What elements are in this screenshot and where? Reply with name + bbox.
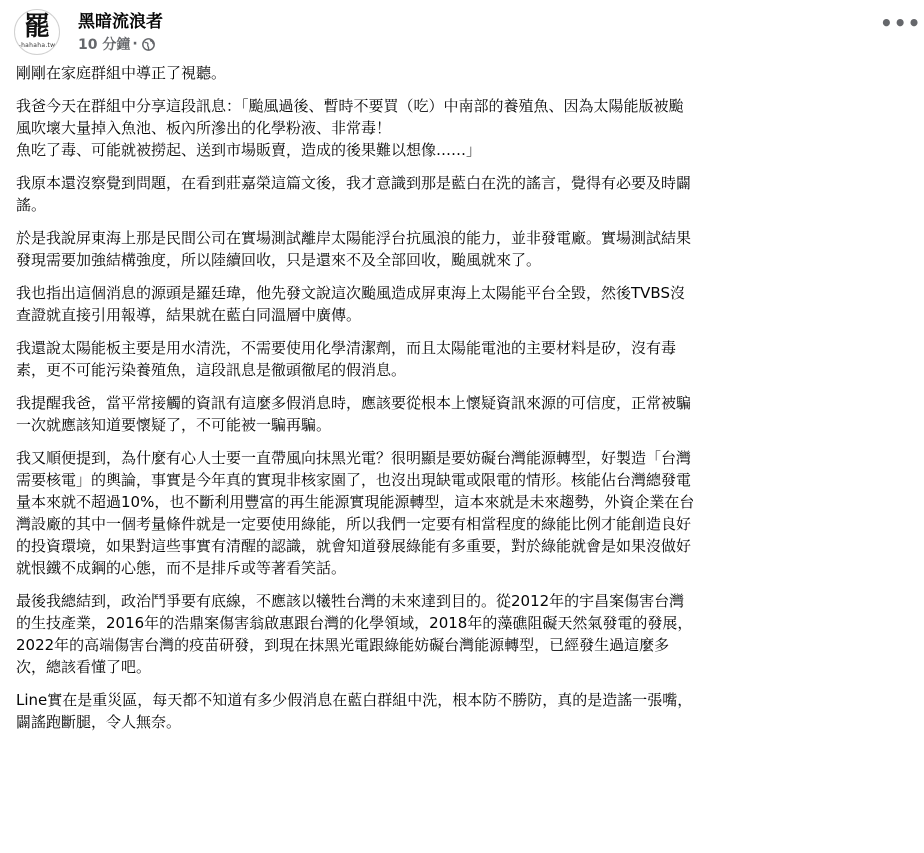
post-body bbox=[16, 62, 916, 744]
paragraph-line: 查證就直接引用報導，結果就在藍白同溫層中廣傳。 bbox=[16, 306, 362, 324]
paragraph-line: 灣設廠的其中一個考量條件就是一定要使用綠能，所以我們一定要有相當程度的綠能比例才能創造良好 bbox=[16, 515, 692, 533]
paragraph-line: 的生技產業，2016年的浩鼎案傷害翁啟惠跟台灣的化學領域，2018年的藻礁阻礙天然氣發電的發展， bbox=[16, 614, 693, 632]
paragraph-line: 需要核電」的輿論，事實是今年真的實現非核家園了，也沒出現缺電或限電的情形。核能佔台灣總發電 bbox=[16, 471, 692, 489]
post-paragraph bbox=[16, 447, 916, 579]
paragraph-line: 我提醒我爸，當平常接觸的資訊有這麼多假消息時，應該要從根本上懷疑資訊來源的可信度，正常被騙 bbox=[16, 394, 692, 412]
post-header bbox=[14, 4, 922, 60]
post-timestamp[interactable]: 10 分鐘 bbox=[78, 37, 131, 53]
paragraph-line: 一次就應該知道要懷疑了，不可能被一騙再騙。 bbox=[16, 416, 332, 434]
avatar[interactable] bbox=[14, 9, 60, 55]
paragraph-line: 2022年的高端傷害台灣的疫苗研發，到現在抹黑光電跟綠能妨礙台灣能源轉型，已經發生過這麼多 bbox=[16, 636, 670, 654]
post-paragraph bbox=[16, 62, 916, 84]
paragraph-line: 於是我說屏東海上那是民間公司在實場測試離岸太陽能浮台抗風浪的能力，並非發電廠。實場測試結果 bbox=[16, 229, 692, 247]
avatar-logo-glyph: 罷 bbox=[23, 12, 50, 42]
paragraph-line: Line實在是重災區，每天都不知道有多少假消息在藍白群組中洗，根本防不勝防，真的是造謠一張嘴， bbox=[16, 691, 693, 709]
paragraph-line: 風吹壞大量掉入魚池、板內所滲出的化學粉液、非常毒！ bbox=[16, 119, 392, 137]
paragraph-line: 剛剛在家庭群組中導正了視聽。 bbox=[16, 64, 227, 82]
meta-separator: · bbox=[132, 36, 138, 52]
post-paragraph bbox=[16, 689, 916, 733]
post-paragraph bbox=[16, 95, 916, 161]
paragraph-line: 最後我總結到，政治鬥爭要有底線，不應該以犧牲台灣的未來達到目的。從2012年的宇昌案傷害台灣 bbox=[16, 592, 685, 610]
paragraph-line: 謠。 bbox=[16, 196, 47, 214]
post-paragraph bbox=[16, 282, 916, 326]
globe-icon[interactable] bbox=[142, 38, 155, 51]
paragraph-line: 魚吃了毒、可能就被撈起、送到市場販賣，造成的後果難以想像……」 bbox=[16, 141, 482, 159]
paragraph-line: 我爸今天在群組中分享這段訊息：「颱風過後、暫時不要買（吃）中南部的養殖魚、因為太陽能版被颱 bbox=[16, 97, 684, 115]
paragraph-line: 我原本還沒察覺到問題，在看到莊嘉榮這篇文後，我才意識到那是藍白在洗的謠言，覺得有必要及時闢 bbox=[16, 174, 692, 192]
post-paragraph bbox=[16, 337, 916, 381]
paragraph-line: 量本來就不超過10%，也不斷利用豐富的再生能源實現能源轉型，這本來就是未來趨勢，外資企業在台 bbox=[16, 493, 695, 511]
paragraph-line: 就恨鐵不成鋼的心態，而不是排斥或等著看笑話。 bbox=[16, 559, 347, 577]
post-paragraph bbox=[16, 590, 916, 678]
post-paragraph bbox=[16, 392, 916, 436]
post-paragraph bbox=[16, 227, 916, 271]
post-paragraph bbox=[16, 172, 916, 216]
paragraph-line: 的投資環境，如果對這些事實有清醒的認識，就會知道發展綠能有多重要，對於綠能就會是如果沒做好 bbox=[16, 537, 692, 555]
paragraph-line: 發現需要加強結構強度，所以陸續回收，只是還來不及全部回收，颱風就來了。 bbox=[16, 251, 542, 269]
paragraph-line: 次，總該看懂了吧。 bbox=[16, 658, 152, 676]
paragraph-line: 闢謠跑斷腿，令人無奈。 bbox=[16, 713, 182, 731]
paragraph-line: 我也指出這個消息的源頭是羅廷瑋，他先發文說這次颱風造成屏東海上太陽能平台全毀，然後TVBS沒 bbox=[16, 284, 685, 302]
avatar-logo-caption: -hahaha.tw bbox=[18, 42, 56, 49]
post-meta bbox=[78, 34, 155, 54]
paragraph-line: 我還說太陽能板主要是用水清洗，不需要使用化學清潔劑，而且太陽能電池的主要材料是矽，沒有毒 bbox=[16, 339, 677, 357]
more-options-button[interactable]: ••• bbox=[880, 11, 922, 35]
paragraph-line: 素，更不可能污染養殖魚，這段訊息是徹頭徹尾的假消息。 bbox=[16, 361, 407, 379]
paragraph-line: 我又順便提到，為什麼有心人士要一直帶風向抹黑光電？很明顯是要妨礙台灣能源轉型，好製造「台灣 bbox=[16, 449, 692, 467]
author-name[interactable]: 黑暗流浪者 bbox=[78, 12, 163, 32]
